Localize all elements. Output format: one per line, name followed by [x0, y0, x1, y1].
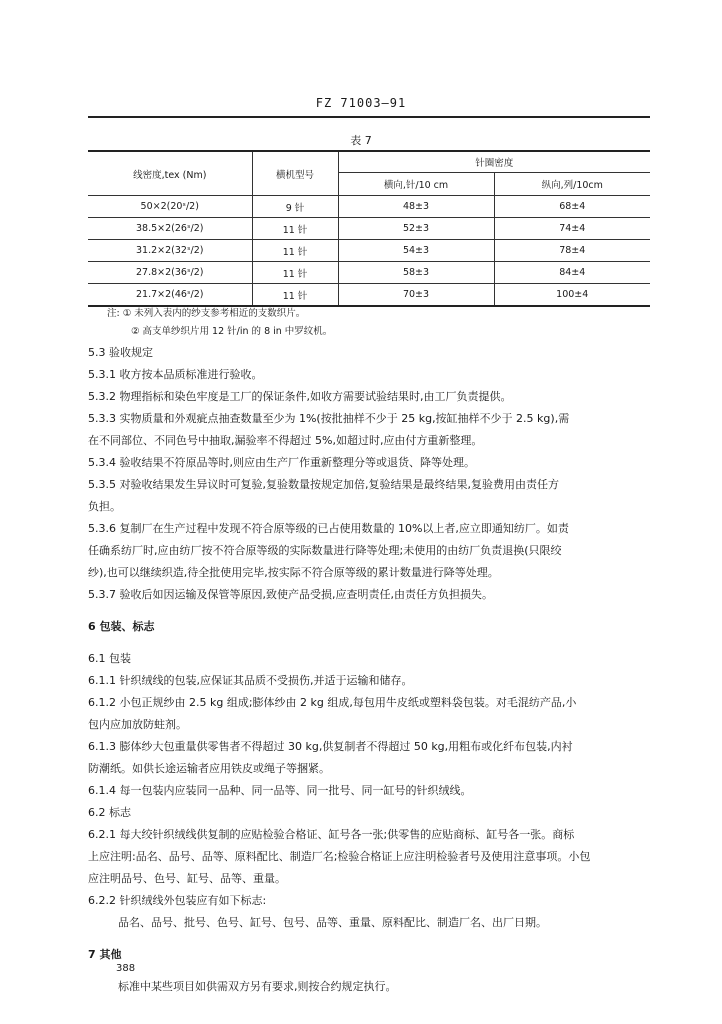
- cell-yarn: 27.8×2(36ˢ/2): [88, 262, 252, 284]
- cell-machine: 11 针: [252, 240, 338, 262]
- clause: 5.3.1 收方按本品质标准进行验收。: [88, 368, 263, 381]
- document-body: [88, 342, 654, 998]
- clause-continuation: 纱),也可以继续织造,待全批使用完毕,按实际不符合原等级的累计数量进行降等处理。: [88, 566, 499, 579]
- clause: 标准中某些项目如供需双方另有要求,则按合约规定执行。: [118, 980, 397, 993]
- cell-yarn: 50×2(20ˢ/2): [88, 196, 252, 218]
- marking-items: 品名、品号、批号、色号、缸号、包号、品等、重量、原料配比、制造厂名、出厂日期。: [118, 916, 547, 929]
- clause: 6.1.1 针织绒线的包装,应保证其品质不受损伤,并适于运输和储存。: [88, 674, 413, 687]
- clause-continuation: 任确系纺厂时,应由纺厂按不符合原等级的实际数量进行降等处理;未使用的由纺厂负责退换(只限绞: [88, 544, 562, 557]
- clause: 5.3.3 实物质量和外观疵点抽查数量至少为 1%(按批抽样不少于 25 kg,按缸抽样不少于 2.5 kg),需: [88, 412, 570, 425]
- cell-horizontal: 70±3: [338, 284, 494, 307]
- clause-continuation: 负担。: [88, 500, 121, 513]
- header-yarn-density: 线密度,tex (Nm): [88, 151, 252, 196]
- section-heading: 6 包装、标志: [88, 620, 155, 633]
- clause: 6.1.2 小包正规纱由 2.5 kg 组成;膨体纱由 2 kg 组成,每包用牛皮纸或塑料袋包装。对毛混纺产品,小: [88, 696, 577, 709]
- clause-continuation: 上应注明:品名、品号、品等、原料配比、制造厂名;检验合格证上应注明检验者号及使用注意事项。小包: [88, 850, 591, 863]
- clause: 6.2.1 每大绞针织绒线供复制的应贴检验合格证、缸号各一张;供零售的应贴商标、缸号各一张。商标: [88, 828, 575, 841]
- cell-yarn: 31.2×2(32ˢ/2): [88, 240, 252, 262]
- clause: 6.1.3 膨体纱大包重量供零售者不得超过 30 kg,供复制者不得超过 50 kg,用粗布或化纤布包装,内衬: [88, 740, 573, 753]
- cell-horizontal: 54±3: [338, 240, 494, 262]
- clause: 6.2.2 针织绒线外包装应有如下标志:: [88, 894, 267, 907]
- clause: 5.3.4 验收结果不符原品等时,则应由生产厂作重新整理分等或退货、降等处理。: [88, 456, 475, 469]
- cell-horizontal: 48±3: [338, 196, 494, 218]
- cell-machine: 11 针: [252, 262, 338, 284]
- clause: 5.3.2 物理指标和染色牢度是工厂的保证条件,如收方需要试验结果时,由工厂负责提供。: [88, 390, 512, 403]
- clause: 5.3.7 验收后如因运输及保管等原因,致使产品受损,应查明责任,由责任方负担损失。: [88, 588, 493, 601]
- clause-continuation: 防潮纸。如供长途运输者应用铁皮或绳子等捆紧。: [88, 762, 330, 775]
- table-notes: [107, 305, 332, 341]
- header-vertical: 纵向,列/10cm: [494, 173, 650, 196]
- needle-density-table: [88, 150, 650, 307]
- cell-machine: 9 针: [252, 196, 338, 218]
- cell-yarn: 38.5×2(26ˢ/2): [88, 218, 252, 240]
- cell-vertical: 78±4: [494, 240, 650, 262]
- table-row: [88, 240, 650, 262]
- page-number: 388: [116, 963, 136, 974]
- header-loop-density: 针圈密度: [338, 151, 650, 173]
- header-rule: [88, 116, 650, 118]
- section-heading: 6.2 标志: [88, 806, 131, 819]
- section-heading: 7 其他: [88, 948, 122, 961]
- cell-machine: 11 针: [252, 284, 338, 307]
- cell-horizontal: 58±3: [338, 262, 494, 284]
- section-heading: 6.1 包装: [88, 652, 131, 665]
- table-row: [88, 284, 650, 307]
- clause-continuation: 应注明品号、色号、缸号、品等、重量。: [88, 872, 286, 885]
- table-note-1: 注: ① 未列入表内的纱支参考相近的支数织片。: [107, 308, 306, 319]
- section-heading: 5.3 验收规定: [88, 346, 153, 359]
- cell-vertical: 84±4: [494, 262, 650, 284]
- table-row: [88, 196, 650, 218]
- table-caption: 表 7: [350, 134, 372, 147]
- cell-vertical: 100±4: [494, 284, 650, 307]
- clause-continuation: 包内应加放防蛀剂。: [88, 718, 187, 731]
- clause-continuation: 在不同部位、不同色号中抽取,漏验率不得超过 5%,如超过时,应由付方重新整理。: [88, 434, 483, 447]
- standard-code: FZ 71003—91: [315, 96, 407, 110]
- cell-horizontal: 52±3: [338, 218, 494, 240]
- cell-machine: 11 针: [252, 218, 338, 240]
- cell-vertical: 74±4: [494, 218, 650, 240]
- cell-yarn: 21.7×2(46ˢ/2): [88, 284, 252, 307]
- table-row: [88, 218, 650, 240]
- clause: 6.1.4 每一包装内应装同一品种、同一品等、同一批号、同一缸号的针织绒线。: [88, 784, 472, 797]
- table-row: [88, 262, 650, 284]
- table-note-2: ② 高支单纱织片用 12 针/in 的 8 in 中罗纹机。: [131, 326, 333, 337]
- cell-vertical: 68±4: [494, 196, 650, 218]
- clause: 5.3.5 对验收结果发生异议时可复验,复验数量按规定加倍,复验结果是最终结果,复验费用由责任方: [88, 478, 559, 491]
- header-horizontal: 横向,针/10 cm: [338, 173, 494, 196]
- header-machine-type: 横机型号: [252, 151, 338, 196]
- clause: 5.3.6 复制厂在生产过程中发现不符合原等级的已占使用数量的 10%以上者,应立即通知纺厂。如责: [88, 522, 569, 535]
